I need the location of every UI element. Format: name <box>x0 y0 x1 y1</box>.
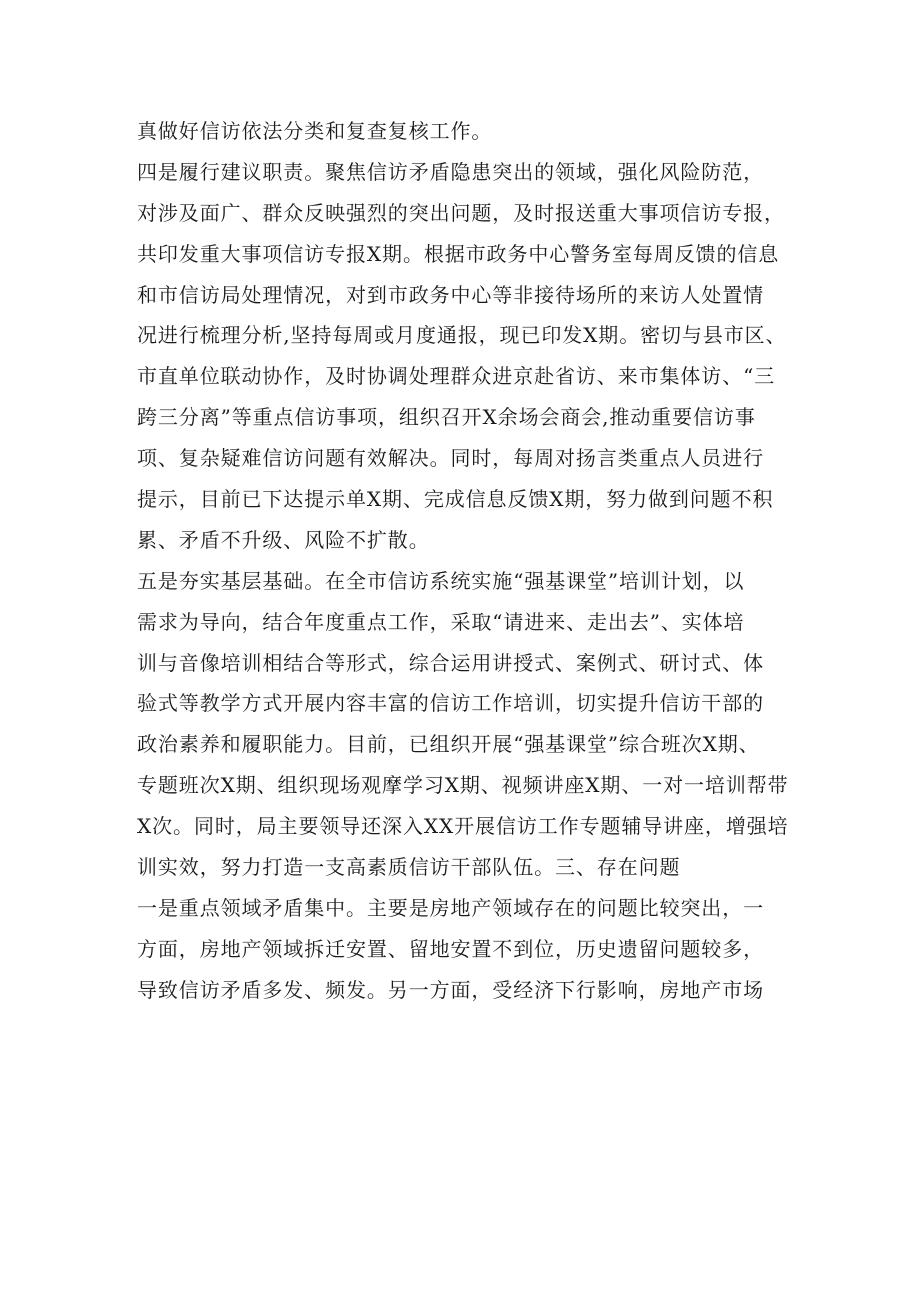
text-line: 和市信访局处理情况，对到市政务中心等非接待场所的来访人处置情 <box>137 282 764 307</box>
text-line: 跨三分离”等重点信访事项，组织召开X余场会商会,推动重要信访事 <box>137 405 756 430</box>
text-line: 一是重点领域矛盾集中。主要是房地产领域存在的问题比较突出，一 <box>137 895 764 920</box>
text-line: 需求为导向，结合年度重点工作，采取“请进来、走出去”、实体培 <box>137 609 745 634</box>
text-line: 四是履行建议职责。聚焦信访矛盾隐患突出的领域，强化风险防范， <box>137 159 764 184</box>
text-line: 训实效，努力打造一支高素质信访干部队伍。三、存在问题 <box>137 855 681 880</box>
text-line: 市直单位联动协作，及时协调处理群众进京赴省访、来市集体访、“三 <box>137 364 776 389</box>
text-line: 方面，房地产领域拆迁安置、留地安置不到位，历史遗留问题较多， <box>137 936 764 961</box>
text-line: 政治素养和履职能力。目前，已组织开展“强基课堂”综合班次X期、 <box>137 732 760 757</box>
text-line: X次。同时，局主要领导还深入XX开展信访工作专题辅导讲座，增强培 <box>137 814 789 839</box>
text-line: 验式等教学方式开展内容丰富的信访工作培训，切实提升信访干部的 <box>137 691 764 716</box>
text-line: 专题班次X期、组织现场观摩学习X期、视频讲座X期、一对一培训帮带 <box>137 773 789 798</box>
text-line: 况进行梳理分析,坚持每周或月度通报，现已印发X期。密切与县市区、 <box>137 323 787 348</box>
text-line: 提示，目前已下达提示单X期、完成信息反馈X期，努力做到问题不积 <box>137 487 774 512</box>
body-text <box>137 111 797 1011</box>
text-line: 五是夯实基层基础。在全市信访系统实施“强基课堂”培训计划，以 <box>137 568 745 593</box>
text-line: 真做好信访依法分类和复查复核工作。 <box>137 119 493 143</box>
text-line: 训与音像培训相结合等形式，综合运用讲授式、案例式、研讨式、体 <box>137 650 764 675</box>
text-line: 导致信访矛盾多发、频发。另一方面，受经济下行影响，房地产市场 <box>137 977 764 1002</box>
text-line: 累、矛盾不升级、风险不扩散。 <box>137 527 430 552</box>
text-line: 项、复杂疑难信访问题有效解决。同时，每周对扬言类重点人员进行 <box>137 446 764 471</box>
text-line: 共印发重大事项信访专报X期。根据市政务中心警务室每周反馈的信息 <box>137 241 780 266</box>
text-line: 对涉及面广、群众反映强烈的突出问题，及时报送重大事项信访专报， <box>137 200 785 225</box>
